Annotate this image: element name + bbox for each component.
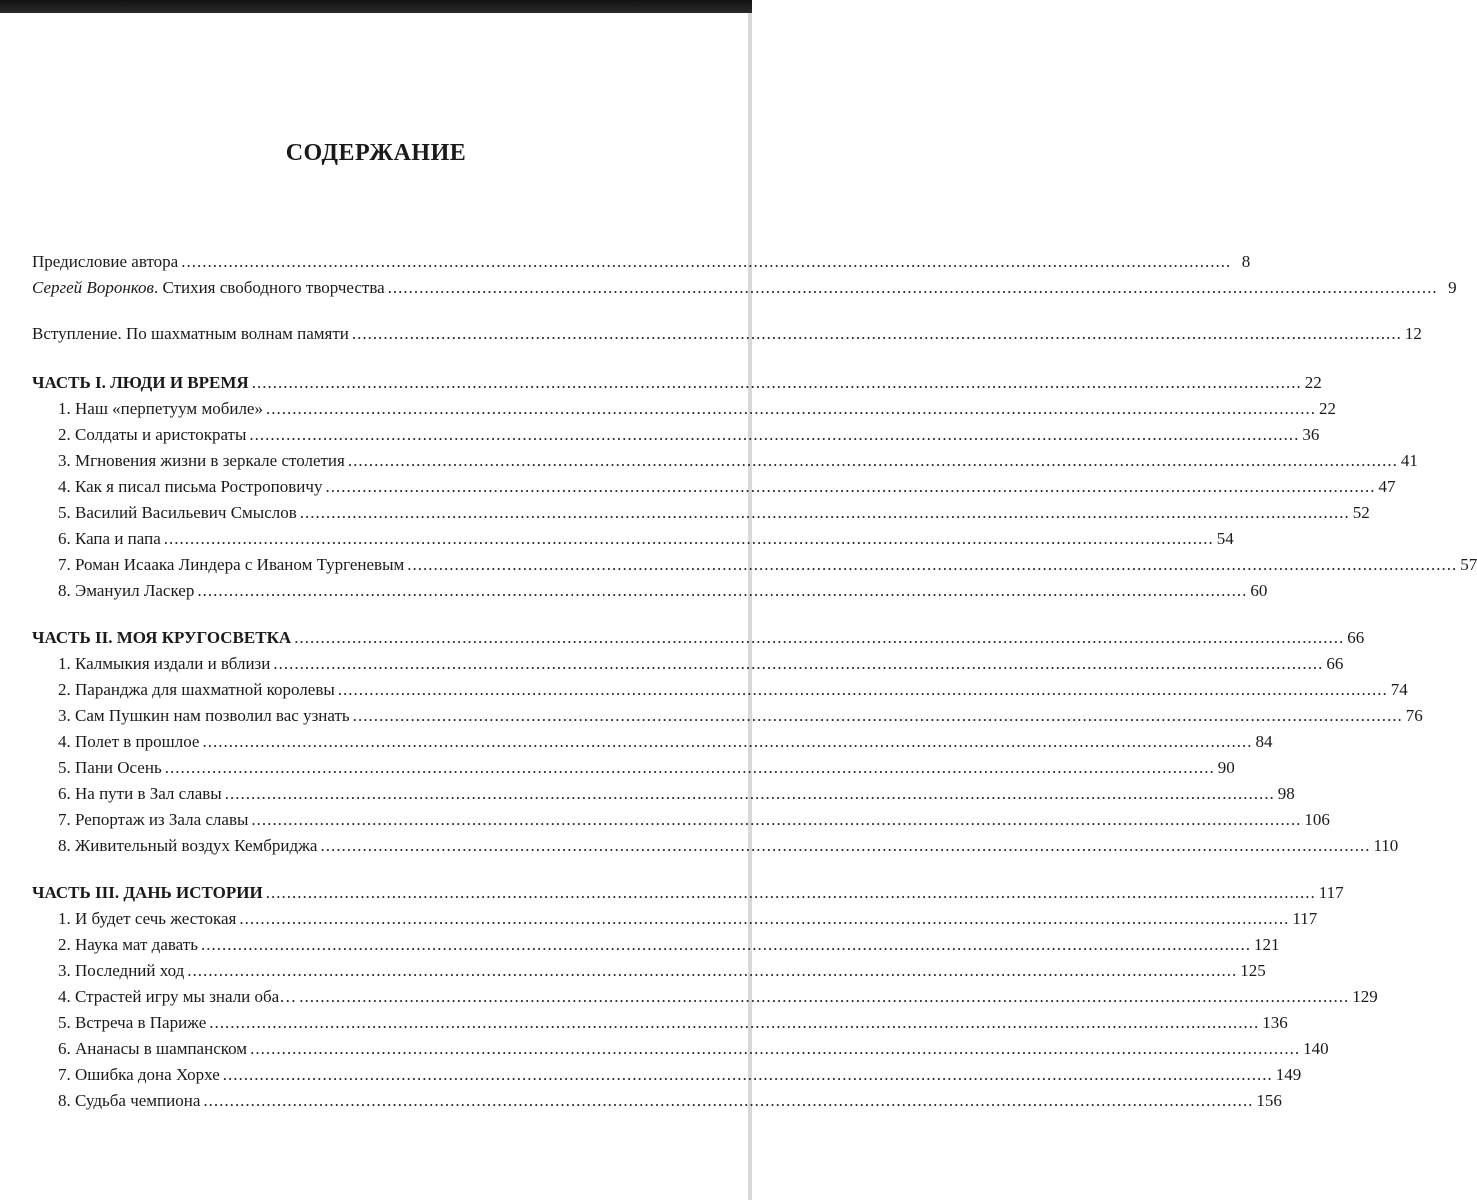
toc-part-heading [32,626,1365,650]
toc-entry-title: 1. Наш «перпетуум мобиле» [58,399,263,418]
dot-leader: ........................................................................................................................................................................................................ [407,555,1458,574]
toc-entry-title: 4. Полет в прошлое [58,732,200,751]
toc-entry-title: 5. Пани Осень [58,758,162,777]
toc-chapter-entry [58,1063,1302,1087]
toc-entry-title: 4. Страстей игру мы знали оба… [58,987,297,1006]
toc-page-number: 149 [1275,1065,1302,1084]
toc-chapter-entry [58,1037,1329,1061]
toc-page-number: 57 [1460,555,1477,574]
toc-page-number: 52 [1352,503,1370,522]
toc-page-number: 12 [1404,324,1422,343]
dot-leader: ........................................................................................................................................................................................................ [352,706,1403,725]
toc-entry-title: 5. Василий Васильевич Смыслов [58,503,297,522]
toc-front-entry [32,276,1457,300]
toc-entry-title: 2. Солдаты и аристократы [58,425,247,444]
dot-leader: ........................................................................................................................................................................................................ [265,883,1316,902]
toc-chapter-entry [58,704,1423,728]
toc-chapter-entry [58,475,1396,499]
toc-page-number: 22 [1318,399,1336,418]
toc-page-number: 121 [1253,935,1280,954]
dot-leader: ........................................................................................................................................................................................................ [181,252,1232,271]
toc-part-heading [32,881,1344,905]
toc-part-heading [32,371,1322,395]
dot-leader: ........................................................................................................................................................................................................ [320,836,1371,855]
toc-chapter-entry [58,808,1330,832]
toc-page-number: 129 [1352,987,1378,1006]
dot-leader: ........................................................................................................................................................................................................ [202,732,1253,751]
toc-chapter-entry [58,834,1399,858]
toc-entry-title: 7. Роман Исаака Линдера с Иваном Тургеневым [58,555,405,574]
dot-leader: ........................................................................................................................................................................................................ [347,451,1398,470]
toc-chapter-entry [58,501,1370,525]
toc-front-entry [32,250,1251,274]
toc-chapter-entry [58,985,1378,1009]
toc-chapter-entry [58,782,1295,806]
toc-chapter-entry [58,397,1336,421]
toc-entry-title: 4. Как я писал письма Ростроповичу [58,477,323,496]
toc-chapter-entry [58,449,1418,473]
toc-chapter-entry [58,959,1266,983]
dot-leader: ........................................................................................................................................................................................................ [299,987,1350,1006]
toc-entry-title: 2. Паранджа для шахматной королевы [58,680,335,699]
toc-chapter-entry [58,1011,1288,1035]
toc-chapter-entry [58,652,1344,676]
toc-chapter-entry [58,423,1320,447]
toc-chapter-entry [58,678,1408,702]
dot-leader: ........................................................................................................................................................................................................ [197,581,1248,600]
toc-front-entry [32,322,1422,346]
toc-chapter-entry [58,907,1318,931]
toc-page-number: 90 [1217,758,1235,777]
dot-leader: ........................................................................................................................................................................................................ [351,324,1402,343]
toc-entry-title: Вступление. По шахматным волнам памяти [32,324,349,343]
toc-page-number: 47 [1378,477,1396,496]
dot-leader: ........................................................................................................................................................................................................ [387,278,1438,297]
toc-page-number: 22 [1304,373,1322,392]
toc-entry-title: 3. Сам Пушкин нам позволил вас узнать [58,706,350,725]
toc-entry-title [32,276,385,300]
toc-page-number: 36 [1302,425,1320,444]
toc-page-number: 117 [1292,909,1318,928]
dot-leader: ........................................................................................................................................................................................................ [187,961,1238,980]
toc-chapter-entry [58,527,1234,551]
dot-leader: ........................................................................................................................................................................................................ [200,935,1251,954]
dot-leader: ........................................................................................................................................................................................................ [265,399,1316,418]
dot-leader: ........................................................................................................................................................................................................ [239,909,1290,928]
toc-entry-title: 8. Эмануил Ласкер [58,581,195,600]
toc-page-number: 84 [1255,732,1273,751]
toc-entry-title: 8. Живительный воздух Кембриджа [58,836,318,855]
dot-leader: ........................................................................................................................................................................................................ [209,1013,1260,1032]
toc-page-number: 140 [1303,1039,1329,1058]
toc-page-number: 76 [1405,706,1423,725]
dot-leader: ........................................................................................................................................................................................................ [163,529,1214,548]
dot-leader: ........................................................................................................................................................................................................ [250,1039,1301,1058]
toc-chapter-entry [58,1089,1282,1113]
dot-leader: ........................................................................................................................................................................................................ [222,1065,1273,1084]
dot-leader: ........................................................................................................................................................................................................ [224,784,1275,803]
toc-page-number: 106 [1304,810,1330,829]
toc-entry-title: Предисловие автора [32,252,179,271]
toc-page-number: 110 [1373,836,1399,855]
toc-entry-title: 7. Ошибка дона Хорхе [58,1065,220,1084]
toc-chapter-entry [58,756,1235,780]
toc-entry-title: 8. Судьба чемпиона [58,1091,201,1110]
toc-entry-title: 7. Репортаж из Зала славы [58,810,249,829]
dot-leader: ........................................................................................................................................................................................................ [299,503,1350,522]
toc-chapter-entry [58,579,1268,603]
toc-page-number: 9 [1448,278,1457,297]
dot-leader: ........................................................................................................................................................................................................ [294,628,1345,647]
toc-page-number: 156 [1256,1091,1282,1110]
toc-chapter-entry [58,933,1280,957]
toc-entry-title: 1. Калмыкия издали и вблизи [58,654,271,673]
toc-page-number: 98 [1277,784,1295,803]
toc-entry-title: 6. Капа и папа [58,529,161,548]
toc-page-number: 66 [1347,628,1365,647]
dot-leader: ........................................................................................................................................................................................................ [164,758,1215,777]
dot-leader: ........................................................................................................................................................................................................ [251,373,1302,392]
toc-entry-title: ЧАСТЬ II. МОЯ КРУГОСВЕТКА [32,628,292,647]
toc-entry-title-text: . Стихия свободного творчества [153,278,385,297]
toc-page-number: 60 [1250,581,1268,600]
toc-page-number: 125 [1240,961,1266,980]
toc-page-number: 66 [1326,654,1344,673]
dot-leader: ........................................................................................................................................................................................................ [249,425,1300,444]
toc-entry-title: 6. На пути в Зал славы [58,784,222,803]
toc-page-number: 41 [1400,451,1418,470]
toc-entry-title: 6. Ананасы в шампанском [58,1039,248,1058]
dot-leader: ........................................................................................................................................................................................................ [251,810,1302,829]
toc-entry-title: 2. Наука мат давать [58,935,198,954]
dot-leader: ........................................................................................................................................................................................................ [273,654,1324,673]
toc-entry-title: 1. И будет сечь жестокая [58,909,237,928]
toc-entry-title: ЧАСТЬ I. ЛЮДИ И ВРЕМЯ [32,373,249,392]
dot-leader: ........................................................................................................................................................................................................ [203,1091,1254,1110]
toc-page-number: 136 [1262,1013,1288,1032]
toc-page-number: 8 [1241,252,1251,271]
dot-leader: ........................................................................................................................................................................................................ [337,680,1388,699]
toc-entry-title: 5. Встреча в Париже [58,1013,207,1032]
toc-page-number: 74 [1390,680,1408,699]
toc-chapter-entry [58,553,1477,577]
toc-page-number: 117 [1318,883,1344,902]
toc-entry-title: 3. Последний ход [58,961,185,980]
toc-entry-title: ЧАСТЬ III. ДАНЬ ИСТОРИИ [32,883,263,902]
toc-entry-title: 3. Мгновения жизни в зеркале столетия [58,451,345,470]
toc-entry-author: Сергей Воронков [32,278,154,297]
page-title: СОДЕРЖАНИЕ [285,140,467,166]
dot-leader: ........................................................................................................................................................................................................ [325,477,1376,496]
toc-chapter-entry [58,730,1273,754]
toc-page-number: 54 [1216,529,1234,548]
